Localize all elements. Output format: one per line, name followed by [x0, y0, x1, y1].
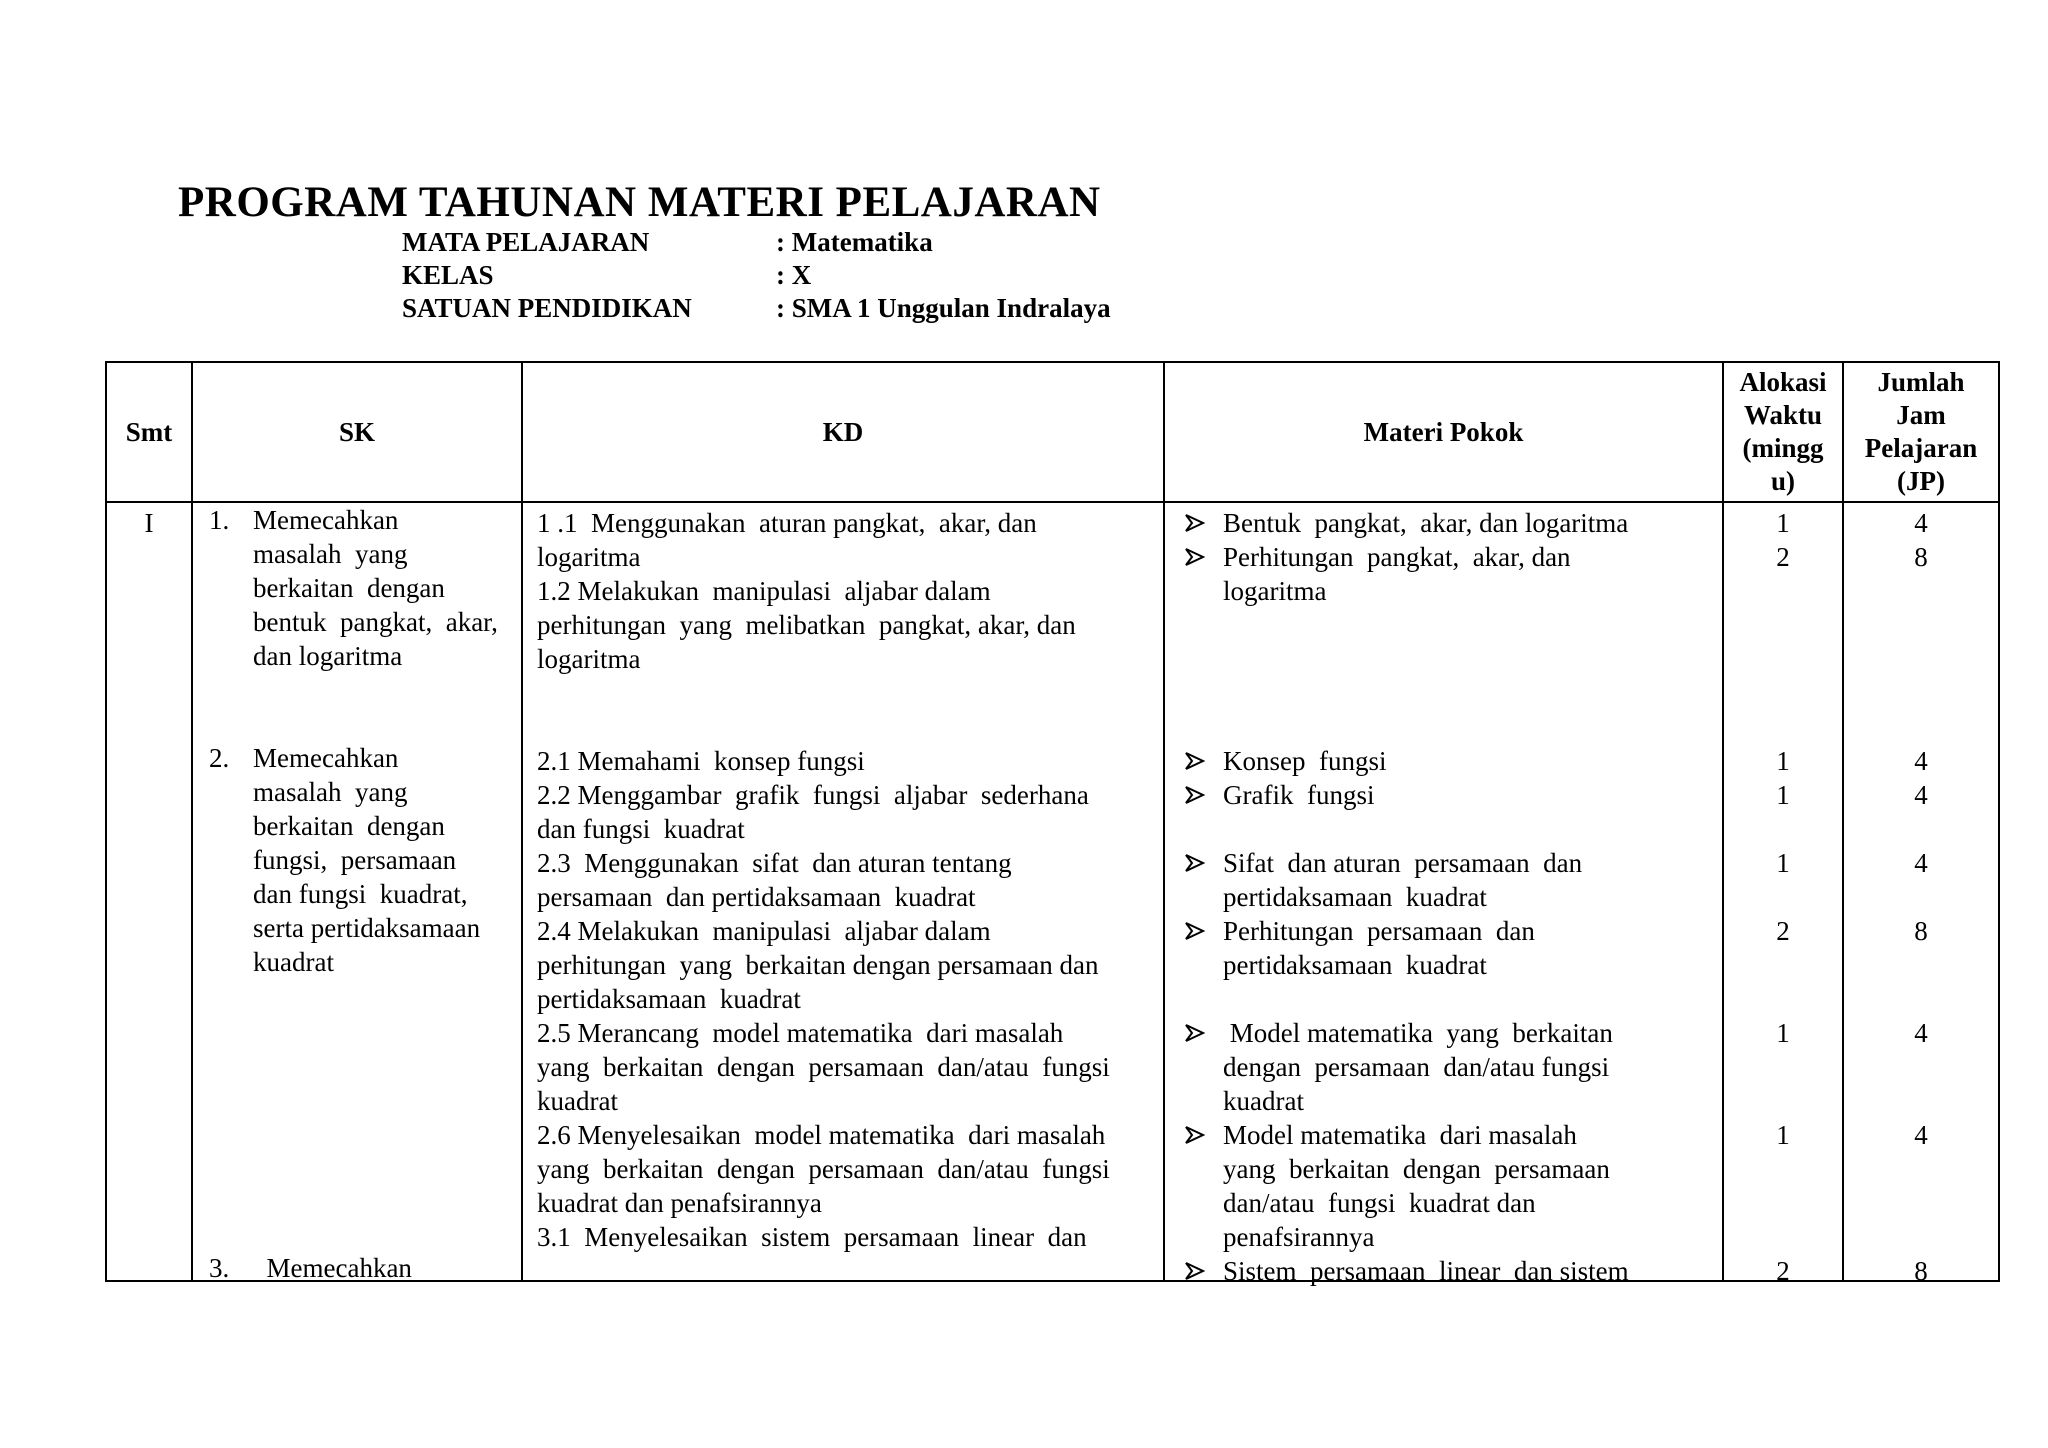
kd-line: 2.2 Menggambar grafik fungsi aljabar sederhana — [537, 780, 1089, 810]
sk-line: kuadrat — [253, 947, 334, 977]
materi-item — [1223, 778, 1374, 812]
jp-value: 4 — [1914, 780, 1928, 810]
meta-block — [402, 226, 1111, 325]
meta-row-subject — [402, 226, 1111, 259]
materi-item — [1223, 914, 1535, 982]
jp-cell — [1843, 502, 1999, 1286]
sk-line: masalah yang — [253, 539, 408, 569]
materi-line: Sifat dan aturan persamaan dan — [1223, 848, 1583, 878]
jp-value: 4 — [1914, 1120, 1928, 1150]
kd-line: persamaan dan pertidaksamaan kuadrat — [537, 882, 976, 912]
header-line: Jam — [1896, 400, 1946, 430]
jp-value: 4 — [1914, 1018, 1928, 1048]
header-alokasi-waktu — [1723, 362, 1843, 502]
materi-item — [1223, 1118, 1610, 1254]
header-line: Alokasi — [1739, 367, 1827, 397]
materi-line: kuadrat — [1223, 1086, 1304, 1116]
materi-line: Perhitungan persamaan dan — [1223, 916, 1535, 946]
sk-cell — [192, 502, 522, 1281]
sk-line: masalah yang — [253, 777, 408, 807]
alokasi-value: 2 — [1776, 542, 1790, 572]
materi-line: Model matematika dari masalah — [1223, 1120, 1577, 1150]
jp-value: 4 — [1914, 848, 1928, 878]
materi-item — [1223, 1016, 1613, 1118]
sk-line: bentuk pangkat, akar, — [253, 607, 498, 637]
meta-row-class — [402, 259, 1111, 292]
meta-value: : X — [776, 260, 812, 290]
meta-label: SATUAN PENDIDIKAN — [402, 293, 692, 323]
jp-value: 8 — [1914, 542, 1928, 572]
header-materi-pokok: Materi Pokok — [1164, 362, 1723, 502]
kd-line — [537, 676, 1149, 710]
sk-number: 3. — [209, 1253, 230, 1283]
materi-line: yang berkaitan dengan persamaan — [1223, 1154, 1610, 1184]
kd-line: perhitungan yang melibatkan pangkat, akar, dan — [537, 610, 1076, 640]
kd-line: dan fungsi kuadrat — [537, 814, 745, 844]
materi-item — [1223, 506, 1628, 540]
kd-line: kuadrat — [537, 1086, 618, 1116]
kd-line: 2.1 Memahami konsep fungsi — [537, 746, 865, 776]
arrowhead-bullet-icon — [1183, 1016, 1207, 1050]
alokasi-value: 1 — [1776, 848, 1790, 878]
kd-line: 2.3 Menggunakan sifat dan aturan tentang — [537, 848, 1012, 878]
sk-text — [253, 503, 498, 673]
sk-line: dan fungsi kuadrat, — [253, 879, 468, 909]
sk-line: dan logaritma — [253, 641, 403, 671]
sk-line: Memecahkan — [253, 743, 399, 773]
sk-line: serta pertidaksamaan — [253, 913, 481, 943]
jp-value: 8 — [1914, 1256, 1928, 1286]
materi-item — [1223, 540, 1571, 608]
kd-line: pertidaksamaan kuadrat — [537, 984, 801, 1014]
materi-line: dan/atau fungsi kuadrat dan — [1223, 1188, 1536, 1218]
sk-item — [193, 503, 498, 673]
header-line: (JP) — [1897, 466, 1945, 496]
alokasi-value: 1 — [1776, 780, 1790, 810]
arrowhead-bullet-icon — [1183, 540, 1207, 574]
arrowhead-bullet-icon — [1183, 1118, 1207, 1152]
kd-line: perhitungan yang berkaitan dengan persamaan dan — [537, 950, 1099, 980]
kd-line: 2.6 Menyelesaikan model matematika dari masalah — [537, 1120, 1106, 1150]
sk-line: berkaitan dengan — [253, 573, 445, 603]
semester-cell: I — [106, 502, 192, 1281]
sk-line: fungsi, persamaan — [253, 845, 457, 875]
header-line: Jumlah — [1877, 367, 1965, 397]
kd-line: 1 .1 Menggunakan aturan pangkat, akar, dan — [537, 508, 1037, 538]
kd-line: logaritma — [537, 644, 641, 674]
materi-item — [1223, 744, 1387, 778]
materi-line: Model matematika yang berkaitan — [1223, 1018, 1613, 1048]
alokasi-value: 1 — [1776, 746, 1790, 776]
materi-line: Sistem persamaan linear dan sistem — [1223, 1256, 1629, 1286]
sk-text — [253, 741, 480, 979]
kd-line: 2.4 Melakukan manipulasi aljabar dalam — [537, 916, 991, 946]
materi-line: pertidaksamaan kuadrat — [1223, 882, 1487, 912]
sk-item — [193, 741, 480, 979]
kd-line: logaritma — [537, 542, 641, 572]
document-title: PROGRAM TAHUNAN MATERI PELAJARAN — [178, 179, 1101, 226]
jp-value: 4 — [1914, 746, 1928, 776]
kd-cell — [522, 502, 1164, 1281]
alokasi-value: 2 — [1776, 916, 1790, 946]
kd-line: 3.1 Menyelesaikan sistem persamaan linear dan — [537, 1222, 1087, 1252]
materi-line: pertidaksamaan kuadrat — [1223, 950, 1487, 980]
alokasi-value: 1 — [1776, 1018, 1790, 1048]
meta-value: : SMA 1 Unggulan Indralaya — [776, 293, 1111, 323]
meta-row-school — [402, 292, 1111, 325]
meta-label: KELAS — [402, 260, 494, 290]
sk-list — [193, 503, 521, 1283]
materi-pokok-cell — [1164, 502, 1723, 1286]
header-smt: Smt — [106, 362, 192, 502]
meta-value: : Matematika — [776, 227, 933, 257]
header-line: Waktu — [1743, 400, 1823, 430]
sk-line: Memecahkan — [253, 1253, 412, 1283]
materi-line: dengan persamaan dan/atau fungsi — [1223, 1052, 1610, 1082]
arrowhead-bullet-icon — [1183, 744, 1207, 778]
sk-number: 2. — [209, 743, 230, 773]
arrowhead-bullet-icon — [1183, 778, 1207, 812]
meta-label: MATA PELAJARAN — [402, 227, 650, 257]
materi-item — [1223, 1254, 1629, 1288]
alokasi-value: 1 — [1776, 1120, 1790, 1150]
sk-line: Memecahkan — [253, 505, 399, 535]
kd-line — [537, 710, 1149, 744]
kd-line: yang berkaitan dengan persamaan dan/atau fungsi — [537, 1154, 1110, 1184]
materi-item — [1223, 846, 1582, 914]
arrowhead-bullet-icon — [1183, 1254, 1207, 1288]
kd-line: kuadrat dan penafsirannya — [537, 1188, 822, 1218]
kd-list — [537, 506, 1149, 1254]
header-kd: KD — [522, 362, 1164, 502]
jp-value: 8 — [1914, 916, 1928, 946]
arrowhead-bullet-icon — [1183, 846, 1207, 880]
materi-line: Bentuk pangkat, akar, dan logaritma — [1223, 508, 1629, 538]
alokasi-value: 1 — [1776, 508, 1790, 538]
arrowhead-bullet-icon — [1183, 914, 1207, 948]
materi-line: Perhitungan pangkat, akar, dan — [1223, 542, 1571, 572]
materi-line: logaritma — [1223, 576, 1327, 606]
sk-number: 1. — [209, 505, 230, 535]
sk-text — [253, 1251, 412, 1285]
materi-line: penafsirannya — [1223, 1222, 1375, 1252]
sk-line: berkaitan dengan — [253, 811, 445, 841]
kd-line: 1.2 Melakukan manipulasi aljabar dalam — [537, 576, 991, 606]
header-line: (mingg — [1742, 433, 1824, 463]
materi-line: Grafik fungsi — [1223, 780, 1375, 810]
header-sk: SK — [192, 362, 522, 502]
table-header-row — [106, 362, 1999, 502]
header-line: u) — [1770, 466, 1795, 496]
table-row — [106, 502, 1999, 1281]
alokasi-cell — [1723, 502, 1843, 1286]
alokasi-value: 2 — [1776, 1256, 1790, 1286]
program-table — [105, 361, 2000, 1286]
materi-line: Konsep fungsi — [1223, 746, 1387, 776]
header-jumlah-jam — [1843, 362, 1999, 502]
sk-item — [193, 1251, 412, 1285]
jp-value: 4 — [1914, 508, 1928, 538]
header-line: Pelajaran — [1864, 433, 1978, 463]
arrowhead-bullet-icon — [1183, 506, 1207, 540]
kd-line: yang berkaitan dengan persamaan dan/atau fungsi — [537, 1052, 1110, 1082]
kd-line: 2.5 Merancang model matematika dari masalah — [537, 1018, 1064, 1048]
